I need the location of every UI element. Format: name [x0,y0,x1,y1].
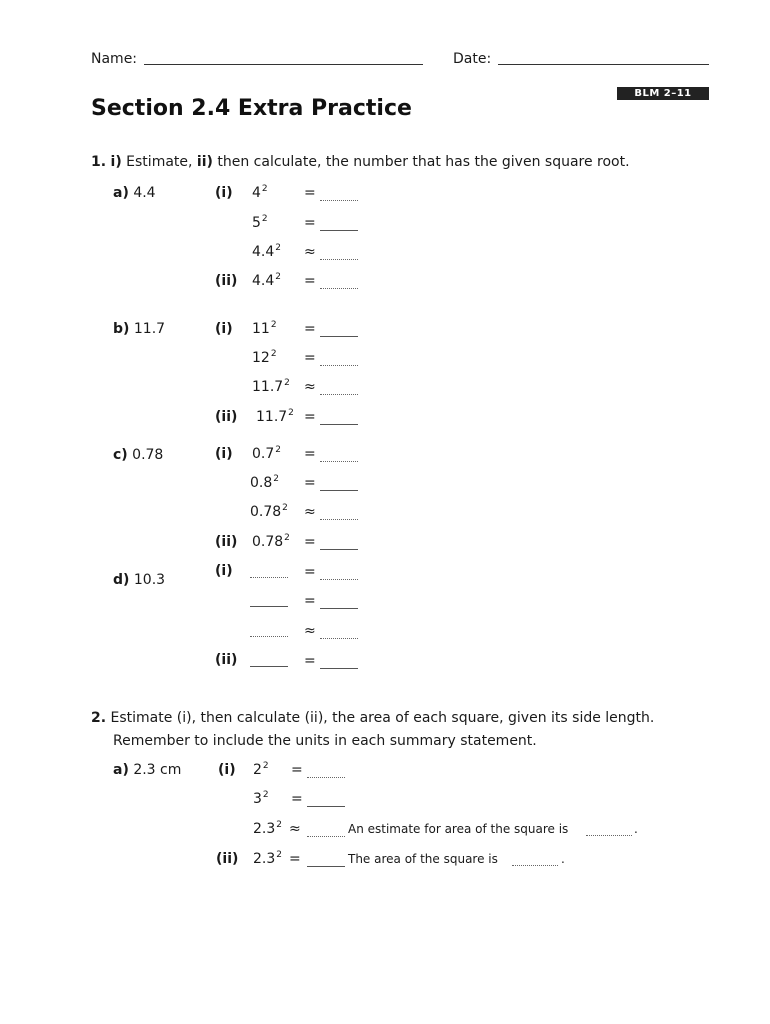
q2a-estimate-answer[interactable] [586,835,632,836]
q2a-row2-eq: = [291,791,303,807]
date-field[interactable] [498,64,709,65]
q1d-label: d) 10.3 [113,572,166,588]
q1b-row3-approx: ≈ [304,379,316,395]
q1c-part-i: (i) [215,446,233,462]
q2a-row4-answer[interactable] [307,866,345,867]
q1-part-i: i) [110,154,122,170]
q2a-row3-answer[interactable] [307,836,345,837]
q1c-row2-answer[interactable] [320,490,358,491]
q1d-row1-blank[interactable] [250,577,288,578]
page-title: Section 2.4 Extra Practice [91,96,412,121]
name-label: Name: [91,51,138,67]
q1d-row4-blank[interactable] [250,666,288,667]
q1a-row2-eq: = [304,215,316,231]
q1a-row3-approx: ≈ [304,244,316,260]
q1a-row4-answer[interactable] [320,288,358,289]
q2-prompt-line2: Remember to include the units in each summary statement. [113,733,537,749]
q1a-row4-eq: = [304,273,316,289]
q1a-part-i: (i) [215,185,233,201]
q1d-row2-blank[interactable] [250,606,288,607]
q1a-row1-eq: = [304,185,316,201]
q2a-area-answer[interactable] [512,865,558,866]
q1d-row2-answer[interactable] [320,608,358,609]
q1c-row3-answer[interactable] [320,519,358,520]
q1b-row3-answer[interactable] [320,394,358,395]
q1a-row3-expr: $4.4^2$ [252,243,281,260]
q2a-estimate-period: . [634,822,638,836]
q1d-row3-answer[interactable] [320,638,358,639]
q1c-row2-eq: = [304,475,316,491]
q1d-part-i: (i) [215,563,233,579]
q1c-part-ii: (ii) [215,534,238,550]
q1c-row3-expr: 0.78$^2$ [250,503,288,520]
q1c-row4-answer[interactable] [320,549,358,550]
q1a-row1-expr: $4^2$ [252,184,268,201]
q2a-row2-expr: $3^2$ [253,790,269,807]
q1d-row2-eq: = [304,593,316,609]
q1d-row4-eq: = [304,653,316,669]
q1b-label: b) 11.7 [113,321,166,337]
q1d-row3-blank[interactable] [250,636,288,637]
q1c-row4-eq: = [304,534,316,550]
q1-part-ii: ii) [196,154,213,170]
name-field[interactable] [144,64,423,65]
q2a-row4-eq: = [289,851,301,867]
q1b-row4-eq: = [304,409,316,425]
q1a-label: a) 4.4 [113,185,156,201]
q1-text-b: then calculate, the number that has the given square root. [212,154,630,170]
q1b-row2-eq: = [304,350,316,366]
q1b-row4-expr: 11.7$^2$ [256,408,294,425]
date-label: Date: [453,51,492,67]
q2a-part-i: (i) [218,762,236,778]
q1c-label: c) 0.78 [113,447,164,463]
q2a-row1-expr: $2^2$ [253,761,269,778]
q1c-row2-expr: $0.8^2$ [250,474,279,491]
q2a-row4-expr: $2.3^2$ [253,850,282,867]
q1a-row3-answer[interactable] [320,259,358,260]
q1b-row1-answer[interactable] [320,336,358,337]
q2a-area-statement: The area of the square is [348,852,498,866]
q2a-row2-answer[interactable] [307,806,345,807]
q1c-row1-eq: = [304,446,316,462]
q1d-row1-eq: = [304,564,316,580]
q1c-row1-expr: $0.7^2$ [252,445,281,462]
q1b-row4-answer[interactable] [320,424,358,425]
q1b-row2-answer[interactable] [320,365,358,366]
q1b-row1-eq: = [304,321,316,337]
q1d-row4-answer[interactable] [320,668,358,669]
q1c-row4-expr: 0.78$^2$ [252,533,290,550]
q2a-estimate-statement: An estimate for area of the square is [348,822,569,836]
q2a-area-period: . [561,852,565,866]
blm-badge: BLM 2–11 [617,87,709,100]
q1b-row1-expr: $11^2$ [252,320,277,337]
q2-number: 2. [91,710,107,726]
q1d-row1-answer[interactable] [320,579,358,580]
q1a-row2-expr: $5^2$ [252,214,268,231]
q1a-row4-expr: $4.4^2$ [252,272,281,289]
q1-text-a: Estimate, [121,154,197,170]
q1a-part-ii: (ii) [215,273,238,289]
q1c-row3-approx: ≈ [304,504,316,520]
q2a-label: a) 2.3 cm [113,762,182,778]
q1d-row3-approx: ≈ [304,623,316,639]
q1-prompt [91,155,630,169]
q1a-row2-answer[interactable] [320,230,358,231]
q1-number: 1. [91,154,107,170]
q1b-part-i: (i) [215,321,233,337]
q1a-row1-answer[interactable] [320,200,358,201]
q2a-part-ii: (ii) [216,851,239,867]
q2a-row3-approx: ≈ [289,821,301,837]
q2a-row3-expr: $2.3^2$ [253,820,282,837]
q2-prompt-line1: 2. Estimate (i), then calculate (ii), the area of each square, given its side length. [91,710,655,726]
q2a-row1-answer[interactable] [307,777,345,778]
q1b-row2-expr: $12^2$ [252,349,277,366]
q1c-row1-answer[interactable] [320,461,358,462]
q1b-row3-expr: 11.7$^2$ [252,378,290,395]
q1d-part-ii: (ii) [215,652,238,668]
q2a-row1-eq: = [291,762,303,778]
q1b-part-ii: (ii) [215,409,238,425]
